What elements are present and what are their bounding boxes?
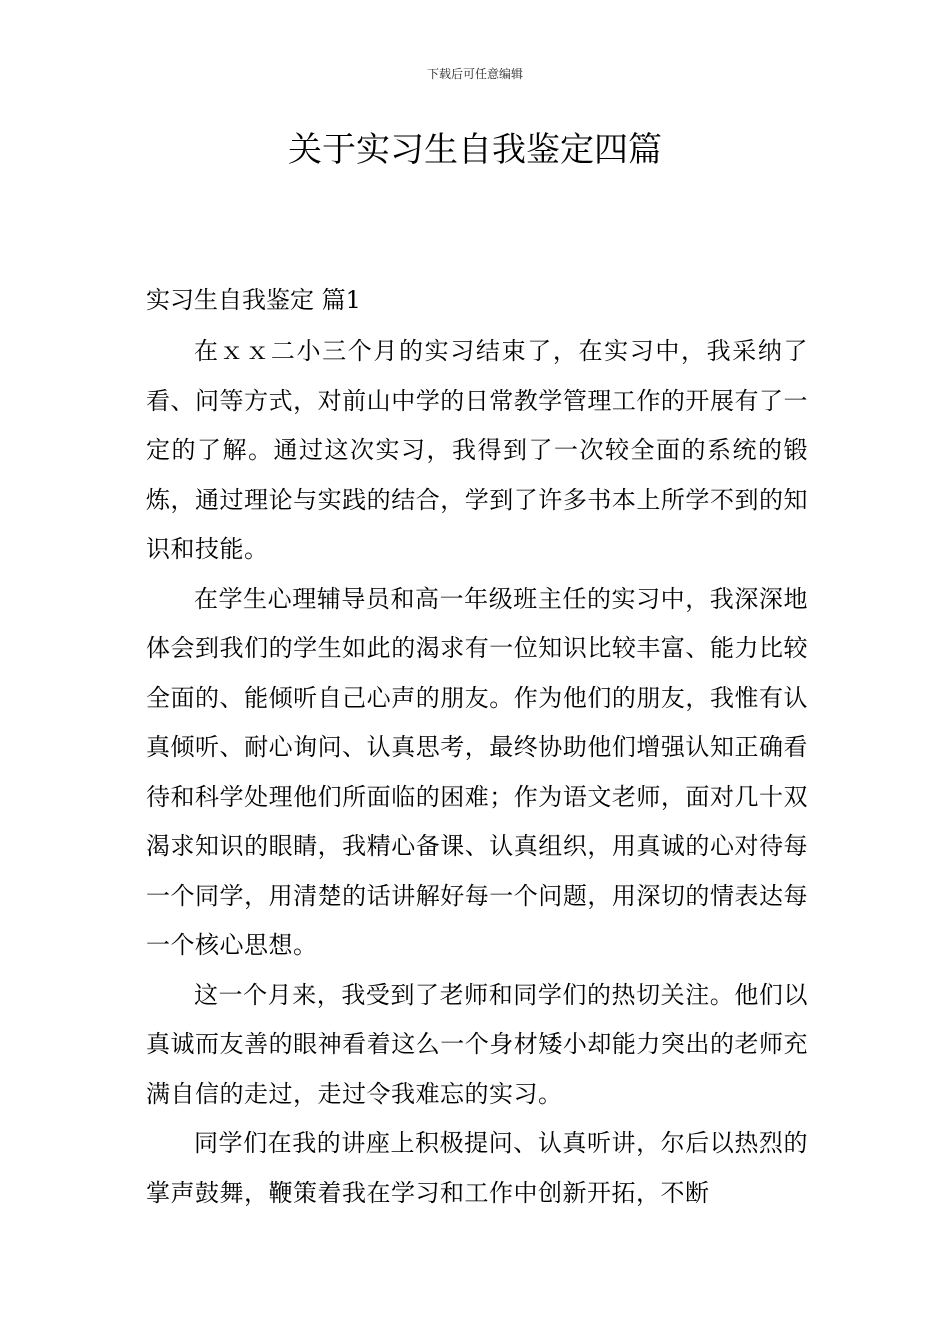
document-body — [146, 278, 808, 1218]
paragraph-2: 在学生心理辅导员和高一年级班主任的实习中，我深深地体会到我们的学生如此的渴求有一位知识比较丰富、能力比较全面的、能倾听自己心声的朋友。作为他们的朋友，我惟有认真倾听、耐心询问、认真思考，最终协助他们增强认知正确看待和科学处理他们所面临的困难；作为语文老师，面对几十双渴求知识的眼睛，我精心备课、认真组织，用真诚的心对待每一个同学，用清楚的话讲解好每一个问题，用深切的情表达每一个核心思想。 — [146, 584, 808, 959]
header-note: 下载后可任意编辑 — [426, 67, 523, 81]
paragraph-4: 同学们在我的讲座上积极提问、认真听讲，尔后以热烈的掌声鼓舞，鞭策着我在学习和工作中创新开拓，不断 — [146, 1129, 808, 1207]
section-heading: 实习生自我鉴定 篇1 — [146, 286, 361, 314]
document-title: 关于实习生自我鉴定四篇 — [288, 130, 662, 170]
paragraph-1: 在ｘｘ二小三个月的实习结束了，在实习中，我采纳了看、问等方式，对前山中学的日常教学管理工作的开展有了一定的了解。通过这次实习，我得到了一次较全面的系统的锻炼，通过理论与实践的结合，学到了许多书本上所学不到的知识和技能。 — [146, 337, 808, 563]
paragraph-3: 这一个月来，我受到了老师和同学们的热切关注。他们以真诚而友善的眼神看着这么一个身材矮小却能力突出的老师充满自信的走过，走过令我难忘的实习。 — [146, 980, 808, 1108]
